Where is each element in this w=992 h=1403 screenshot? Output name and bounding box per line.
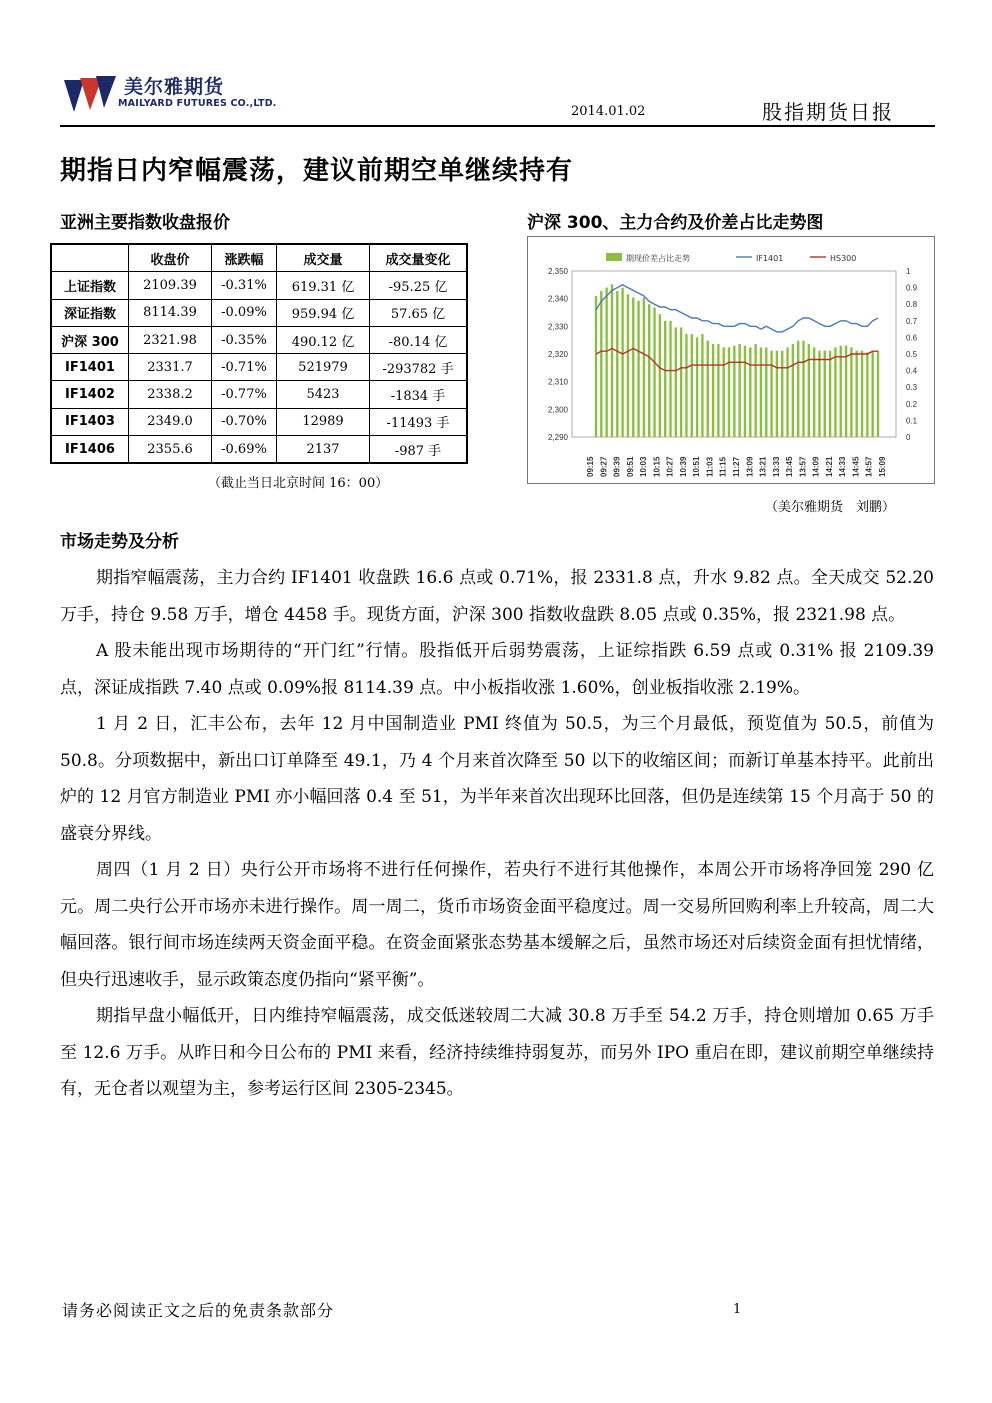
table-row bbox=[51, 326, 467, 353]
spread-ratio-bar bbox=[669, 321, 671, 437]
spread-ratio-bar bbox=[861, 351, 863, 437]
x-tick-label: 10:51 bbox=[692, 456, 702, 477]
spread-ratio-bar bbox=[712, 344, 714, 437]
table-header-cell bbox=[51, 244, 129, 272]
table-row-label: 上证指数 bbox=[51, 272, 129, 299]
y-right-tick-label: 0.3 bbox=[906, 383, 918, 393]
y-right-tick-label: 0.9 bbox=[906, 283, 918, 293]
table-cell: 2355.6 bbox=[129, 436, 212, 464]
table-cell: -0.69% bbox=[212, 436, 277, 464]
table-cell: 12989 bbox=[277, 408, 370, 435]
x-tick-label: 11:03 bbox=[705, 456, 715, 477]
spread-ratio-bar bbox=[680, 327, 682, 437]
table-header-cell: 成交量变化 bbox=[370, 244, 468, 272]
y-left-tick-label: 2,300 bbox=[547, 405, 568, 415]
table-row bbox=[51, 436, 467, 464]
y-right-tick-label: 0 bbox=[906, 433, 911, 442]
table-cell: 521979 bbox=[277, 354, 370, 381]
chart-title: 沪深 300、主力合约及价差占比走势图 bbox=[527, 213, 824, 233]
company-logo bbox=[62, 70, 282, 120]
table-cell: 2109.39 bbox=[129, 272, 212, 299]
report-type: 股指期货日报 bbox=[762, 100, 894, 124]
spread-ratio-bar bbox=[765, 347, 767, 437]
legend-swatch-spread bbox=[606, 253, 622, 261]
spread-ratio-bar bbox=[728, 347, 730, 437]
page-number: 1 bbox=[733, 1302, 742, 1317]
spread-ratio-bar bbox=[696, 337, 698, 437]
table-cell: -95.25 亿 bbox=[370, 272, 468, 299]
table-cell: 57.65 亿 bbox=[370, 299, 468, 326]
table-cell: -0.09% bbox=[212, 299, 277, 326]
market-analysis-title: 市场走势及分析 bbox=[60, 532, 179, 552]
table-cell: 5423 bbox=[277, 381, 370, 408]
table-header-row bbox=[51, 244, 467, 272]
spread-ratio-bar bbox=[701, 334, 703, 437]
x-tick-label: 14:33 bbox=[838, 456, 848, 477]
spread-ratio-bar bbox=[781, 351, 783, 437]
y-left-tick-label: 2,310 bbox=[547, 377, 568, 387]
x-tick-label: 13:57 bbox=[798, 456, 808, 477]
spread-ratio-bar bbox=[754, 344, 756, 437]
logo-english-name: MAILYARD FUTURES CO.,LTD. bbox=[118, 98, 277, 109]
spread-ratio-bar bbox=[648, 304, 650, 437]
table-cell: 8114.39 bbox=[129, 299, 212, 326]
table-header-cell: 涨跌幅 bbox=[212, 244, 277, 272]
x-tick-label: 09:39 bbox=[612, 456, 622, 477]
spread-ratio-bar bbox=[850, 347, 852, 437]
spread-ratio-bar bbox=[611, 284, 613, 437]
table-footnote: （截止当日北京时间 16：00） bbox=[208, 476, 389, 491]
x-tick-label: 11:15 bbox=[718, 456, 728, 477]
table-header-cell: 成交量 bbox=[277, 244, 370, 272]
spread-ratio-bar bbox=[877, 351, 879, 437]
table-row bbox=[51, 408, 467, 435]
spread-ratio-bar bbox=[856, 351, 858, 437]
spread-ratio-bar bbox=[691, 334, 693, 437]
legend-label-hs300: HS300 bbox=[830, 254, 857, 263]
x-tick-label: 10:27 bbox=[665, 456, 675, 477]
spread-ratio-bar bbox=[776, 351, 778, 437]
spread-ratio-bar bbox=[802, 341, 804, 437]
legend-label-spread: 期现价差占比走势 bbox=[626, 254, 690, 263]
y-right-tick-label: 0.7 bbox=[906, 316, 918, 326]
analysis-paragraph: 期指窄幅震荡，主力合约 IF1401 收盘跌 16.6 点或 0.71%，报 2331.8 点，升水 9.82 点。全天成交 52.20 万手，持仓 9.58 万手，增仓 4458 手。现货方面，沪深 300 指数收盘跌 8.05 点或 0.35%，报 2321.98 点。 bbox=[60, 568, 934, 625]
spread-ratio-bar bbox=[824, 351, 826, 437]
table-header-cell: 收盘价 bbox=[129, 244, 212, 272]
y-right-tick-label: 0.5 bbox=[906, 350, 918, 359]
spread-ratio-bar bbox=[621, 288, 623, 437]
table-cell: -1834 手 bbox=[370, 381, 468, 408]
table-row bbox=[51, 354, 467, 381]
x-tick-label: 10:15 bbox=[652, 456, 662, 477]
spread-ratio-bar bbox=[616, 291, 618, 437]
spread-ratio-bar bbox=[813, 347, 815, 437]
spread-ratio-bar bbox=[760, 347, 762, 437]
x-tick-label: 09:15 bbox=[586, 456, 595, 477]
spread-ratio-bar bbox=[653, 308, 655, 437]
x-tick-label: 10:03 bbox=[639, 456, 649, 477]
spread-ratio-bar bbox=[786, 347, 788, 437]
table-cell: -0.35% bbox=[212, 326, 277, 353]
y-left-tick-label: 2,290 bbox=[547, 433, 568, 442]
x-tick-label: 13:45 bbox=[785, 456, 795, 477]
legend-label-if1401: IF1401 bbox=[756, 254, 784, 263]
spread-ratio-bar bbox=[845, 346, 847, 437]
spread-ratio-bar bbox=[707, 341, 709, 437]
spread-ratio-bar bbox=[733, 346, 735, 437]
spread-ratio-bar bbox=[738, 344, 740, 437]
table-row-label: IF1403 bbox=[51, 408, 129, 435]
table-row bbox=[51, 381, 467, 408]
y-right-tick-label: 0.8 bbox=[906, 300, 918, 310]
spread-ratio-bar bbox=[595, 296, 597, 437]
spread-ratio-bar bbox=[797, 341, 799, 437]
spread-ratio-bar bbox=[685, 334, 687, 437]
logo-chinese-name: 美尔雅期货 bbox=[124, 76, 225, 98]
table-row-label: 深证指数 bbox=[51, 299, 129, 326]
quote-table bbox=[50, 243, 468, 464]
table-cell: -0.71% bbox=[212, 354, 277, 381]
x-tick-label: 14:09 bbox=[811, 456, 821, 477]
spread-ratio-bar bbox=[637, 301, 639, 437]
table-cell: -0.31% bbox=[212, 272, 277, 299]
spread-ratio-bar bbox=[675, 327, 677, 437]
y-right-tick-label: 0.2 bbox=[906, 399, 918, 409]
table-cell: -293782 手 bbox=[370, 354, 468, 381]
y-left-tick-label: 2,330 bbox=[547, 322, 568, 332]
analysis-paragraph: 1 月 2 日，汇丰公布，去年 12 月中国制造业 PMI 终值为 50.5，为三个月最低，预览值为 50.5，前值为 50.8。分项数据中，新出口订单降至 49.1，乃 4 个月来首次降至 50 以下的收缩区间；而新订单基本持平。此前出炉的 12 月官方制造业 PMI 亦小幅回落 0.4 至 51，为半年来首次出现环比回落，但仍是连续第 15 个月高于 50 的盛衰分界线。 bbox=[60, 714, 934, 844]
market-analysis-body bbox=[60, 560, 934, 1108]
x-tick-label: 11:27 bbox=[732, 456, 741, 477]
spread-ratio-bar bbox=[808, 344, 810, 437]
y-left-tick-label: 2,340 bbox=[547, 294, 568, 304]
table-cell: -11493 手 bbox=[370, 408, 468, 435]
spread-ratio-bar bbox=[834, 347, 836, 437]
spread-ratio-bar bbox=[600, 291, 602, 437]
spread-ratio-bar bbox=[722, 347, 724, 437]
table-cell: 490.12 亿 bbox=[277, 326, 370, 353]
table-row-label: IF1401 bbox=[51, 354, 129, 381]
spread-ratio-bar bbox=[840, 346, 842, 437]
spread-ratio-bar bbox=[744, 346, 746, 437]
table-cell: -80.14 亿 bbox=[370, 326, 468, 353]
analysis-paragraph: A 股未能出现市场期待的“开门红”行情。股指低开后弱势震荡，上证综指跌 6.59 点或 0.31% 报 2109.39 点，深证成指跌 7.40 点或 0.09%报 8114.39 点。中小板指收涨 1.60%，创业板指收涨 2.19%。 bbox=[60, 641, 934, 698]
footer-disclaimer: 请务必阅读正文之后的免责条款部分 bbox=[62, 1301, 335, 1320]
table-cell: -987 手 bbox=[370, 436, 468, 464]
price-chart bbox=[527, 236, 935, 484]
spread-ratio-bar bbox=[749, 347, 751, 437]
chart-credit: （美尔雅期货 刘鹏） bbox=[765, 500, 896, 515]
page-title: 期指日内窄幅震荡，建议前期空单继续持有 bbox=[60, 156, 574, 186]
table-cell: 2338.2 bbox=[129, 381, 212, 408]
x-tick-label: 10:39 bbox=[678, 456, 688, 477]
table-cell: 2349.0 bbox=[129, 408, 212, 435]
report-date: 2014.01.02 bbox=[571, 104, 646, 119]
header-divider bbox=[60, 125, 935, 127]
y-right-tick-label: 0.4 bbox=[906, 366, 918, 376]
x-tick-label: 13:33 bbox=[771, 456, 781, 477]
table-cell: -0.77% bbox=[212, 381, 277, 408]
spread-ratio-bar bbox=[643, 298, 645, 437]
spread-ratio-bar bbox=[871, 351, 873, 437]
spread-ratio-bar bbox=[659, 314, 661, 437]
spread-ratio-bar bbox=[866, 352, 868, 437]
spread-ratio-bar bbox=[770, 351, 772, 437]
analysis-paragraph: 周四（1 月 2 日）央行公开市场将不进行任何操作，若央行不进行其他操作，本周公开市场将净回笼 290 亿元。周二央行公开市场亦未进行操作。周一周二，货币市场资金面平稳度过。周一交易所回购利率上升较高，周二大幅回落。银行间市场连续两天资金面平稳。在资金面紧张态势基本缓解之后，虽然市场还对后续资金面有担忧情绪，但央行迅速收手，显示政策态度仍指向“紧平衡”。 bbox=[60, 860, 934, 990]
spread-ratio-bar bbox=[627, 294, 629, 437]
table-cell: 959.94 亿 bbox=[277, 299, 370, 326]
x-tick-label: 13:09 bbox=[745, 456, 755, 477]
x-tick-label: 15:09 bbox=[878, 456, 887, 477]
x-tick-label: 09:27 bbox=[599, 456, 609, 477]
spread-ratio-bar bbox=[818, 351, 820, 437]
table-row bbox=[51, 299, 467, 326]
y-right-tick-label: 0.6 bbox=[906, 333, 918, 343]
table-cell: 2137 bbox=[277, 436, 370, 464]
y-right-tick-label: 0.1 bbox=[906, 416, 918, 426]
y-right-tick-label: 1 bbox=[906, 267, 911, 276]
chart-canvas bbox=[528, 237, 934, 483]
table-row-label: 沪深 300 bbox=[51, 326, 129, 353]
spread-ratio-bar bbox=[717, 344, 719, 437]
table-cell: -0.70% bbox=[212, 408, 277, 435]
spread-ratio-bar bbox=[792, 344, 794, 437]
spread-ratio-bar bbox=[605, 288, 607, 437]
table-cell: 2321.98 bbox=[129, 326, 212, 353]
table-cell: 619.31 亿 bbox=[277, 272, 370, 299]
x-tick-label: 09:51 bbox=[625, 456, 635, 477]
spread-ratio-bar bbox=[829, 351, 831, 437]
quote-table-title: 亚洲主要指数收盘报价 bbox=[60, 213, 230, 233]
table-row-label: IF1406 bbox=[51, 436, 129, 464]
x-tick-label: 14:21 bbox=[824, 456, 834, 477]
y-left-tick-label: 2,320 bbox=[547, 350, 568, 359]
x-tick-label: 14:57 bbox=[864, 456, 874, 477]
logo-mark-icon bbox=[62, 72, 118, 116]
y-left-tick-label: 2,350 bbox=[547, 267, 568, 276]
x-tick-label: 13:21 bbox=[758, 456, 768, 477]
analysis-paragraph: 期指早盘小幅低开，日内维持窄幅震荡，成交低迷较周二大减 30.8 万手至 54.2 万手，持仓则增加 0.65 万手至 12.6 万手。从昨日和今日公布的 PMI 来看，经济持续维持弱复苏，而另外 IPO 重启在即，建议前期空单继续持有，无仓者以观望为主，参考运行区间 2305-2345。 bbox=[60, 1006, 934, 1099]
table-cell: 2331.7 bbox=[129, 354, 212, 381]
table-row-label: IF1402 bbox=[51, 381, 129, 408]
table-row bbox=[51, 272, 467, 299]
x-tick-label: 14:45 bbox=[851, 456, 861, 477]
spread-ratio-bar bbox=[664, 321, 666, 437]
spread-ratio-bar bbox=[632, 298, 634, 437]
